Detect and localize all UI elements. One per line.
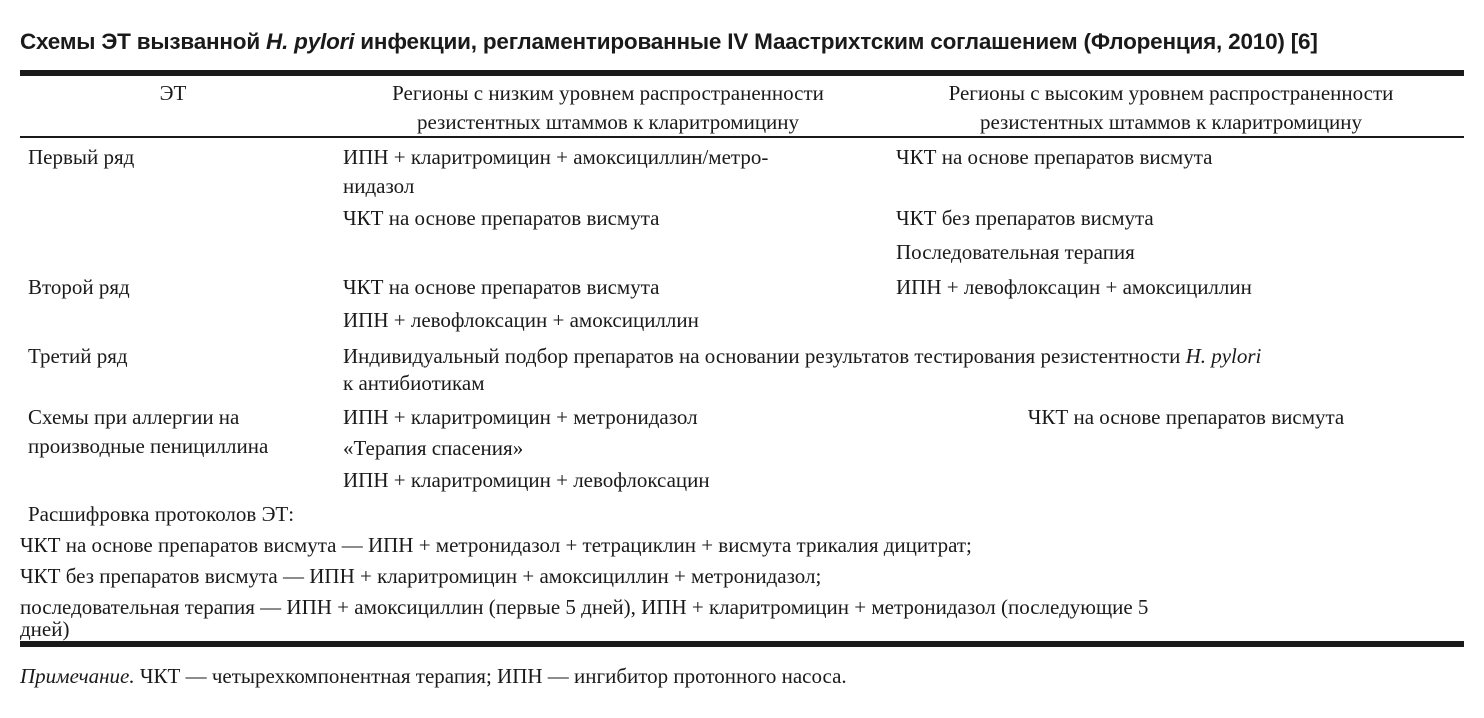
cell: ИПН + кларитромицин + амоксициллин/метро-: [343, 145, 769, 169]
cell: ЧКТ без препаратов висмута: [896, 206, 1154, 230]
table-title: Схемы ЭТ вызванной H. pylori инфекции, регламентированные IV Маастрихтским соглашением (Флоренция, 2010) [6]: [20, 29, 1318, 54]
bottom-rule: [20, 641, 1464, 647]
cell: ИПН + кларитромицин + левофлоксацин: [343, 468, 710, 492]
cell: ЧКТ на основе препаратов висмута: [896, 145, 1213, 169]
header-col3-line1: Регионы с высоким уровнем распространенности: [948, 81, 1394, 105]
cell: ЧКТ на основе препаратов висмута: [343, 206, 660, 230]
legend-line: последовательная терапия — ИПН + амоксициллин (первые 5 дней), ИПН + кларитромицин + метронидазол (последующие 5: [20, 595, 1149, 619]
legend-line: дней): [20, 617, 70, 641]
cell: Последовательная терапия: [896, 240, 1135, 264]
header-col2-line1: Регионы с низким уровнем распространенности: [392, 81, 824, 105]
row-label-allergy-line2: производные пенициллина: [28, 434, 269, 458]
title-italic: H. pylori: [266, 29, 355, 54]
legend-heading: Расшифровка протоколов ЭТ:: [28, 502, 295, 526]
cell: ЧКТ на основе препаратов висмута: [1027, 405, 1345, 429]
header-col2-line2: резистентных штаммов к кларитромицину: [416, 110, 800, 134]
cell: ИПН + левофлоксацин + амоксициллин: [896, 275, 1252, 299]
row-label-second: Второй ряд: [28, 275, 130, 299]
cell: к антибиотикам: [343, 371, 485, 395]
legend-line: ЧКТ без препаратов висмута — ИПН + кларитромицин + амоксициллин + метронидазол;: [20, 564, 822, 588]
cell: ИПН + левофлоксацин + амоксициллин: [343, 308, 699, 332]
cell: нидазол: [343, 174, 415, 198]
header-col3-line2: резистентных штаммов к кларитромицину: [979, 110, 1363, 134]
header-rule: [20, 136, 1464, 138]
row-label-allergy: Схемы при аллергии на: [28, 405, 240, 429]
cell: ЧКТ на основе препаратов висмута: [343, 275, 660, 299]
top-rule: [20, 70, 1464, 76]
header-col1: ЭТ: [159, 81, 187, 105]
legend-line: ЧКТ на основе препаратов висмута — ИПН + метронидазол + тетрациклин + висмута трикалия дицитрат;: [20, 533, 972, 557]
cell: Индивидуальный подбор препаратов на основании результатов тестирования резистентности H. pylori: [343, 344, 1262, 368]
cell: «Терапия спасения»: [343, 436, 524, 460]
row-label-first: Первый ряд: [28, 145, 135, 169]
cell: ИПН + кларитромицин + метронидазол: [343, 405, 698, 429]
table-note: Примечание. ЧКТ — четырехкомпонентная терапия; ИПН — ингибитор протонного насоса.: [20, 664, 847, 688]
row-label-third: Третий ряд: [28, 344, 128, 368]
